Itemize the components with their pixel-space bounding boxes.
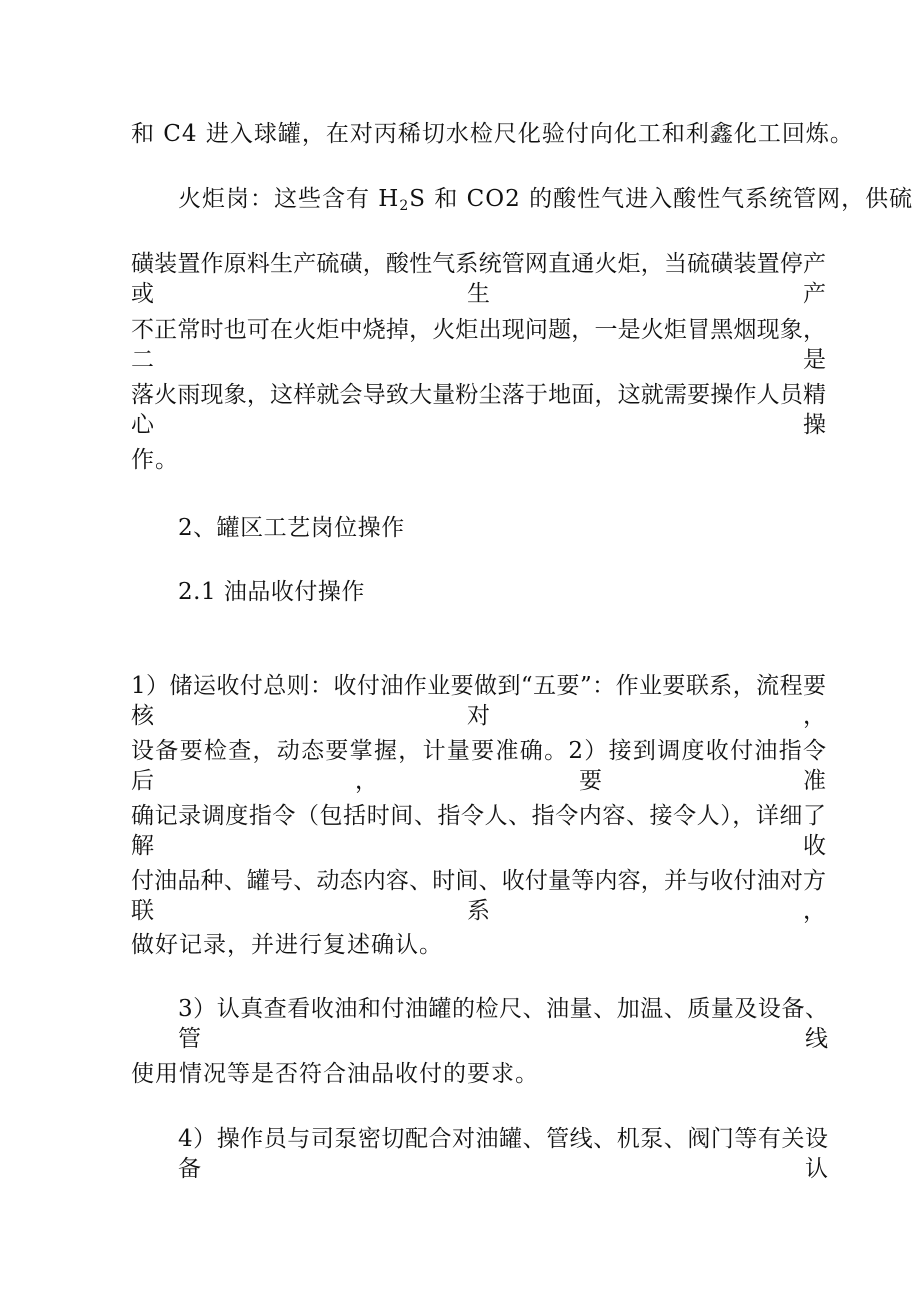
subsection-heading: 2.1 油品收付操作 — [178, 579, 365, 605]
paragraph-line: 做好记录，并进行复述确认。 — [131, 932, 443, 958]
paragraph-line: 落火雨现象，这样就会导致大量粉尘落于地面，这就需要操作人员精心操 — [131, 382, 826, 438]
paragraph-line: 3）认真查看收油和付油罐的检尺、油量、加温、质量及设备、管线 — [178, 996, 828, 1052]
paragraph-line: 1）储运收付总则：收付油作业要做到“五要”：作业要联系，流程要核对， — [131, 673, 826, 729]
text-fragment: 火炬岗：这些含有 H — [178, 186, 400, 212]
paragraph-line: 4）操作员与司泵密切配合对油罐、管线、机泵、阀门等有关设备认 — [178, 1126, 828, 1182]
paragraph-line: 作。 — [131, 447, 179, 473]
text-fragment: S 和 CO2 的酸性气进入酸性气系统管网，供硫 — [409, 186, 914, 212]
paragraph-line: 付油品种、罐号、动态内容、时间、收付量等内容，并与收付油对方联系， — [131, 868, 826, 924]
paragraph-line — [178, 184, 914, 214]
paragraph-line: 磺装置作原料生产硫磺，酸性气系统管网直通火炬，当硫磺装置停产或生产 — [131, 251, 826, 307]
paragraph-line: 不正常时也可在火炬中烧掉，火炬出现问题，一是火炬冒黑烟现象，二是 — [131, 317, 826, 373]
paragraph-line: 使用情况等是否符合油品收付的要求。 — [131, 1061, 539, 1087]
section-heading: 2、罐区工艺岗位操作 — [178, 515, 405, 541]
paragraph-line: 设备要检查，动态要掌握，计量要准确。2）接到调度收付油指令后，要准 — [131, 738, 826, 794]
paragraph-line: 确记录调度指令（包括时间、指令人、指令内容、接令人），详细了解收 — [131, 803, 826, 859]
subscript: 2 — [399, 198, 410, 214]
paragraph-line: 和 C4 进入球罐，在对丙稀切水检尺化验付向化工和利鑫化工回炼。 — [131, 121, 854, 147]
